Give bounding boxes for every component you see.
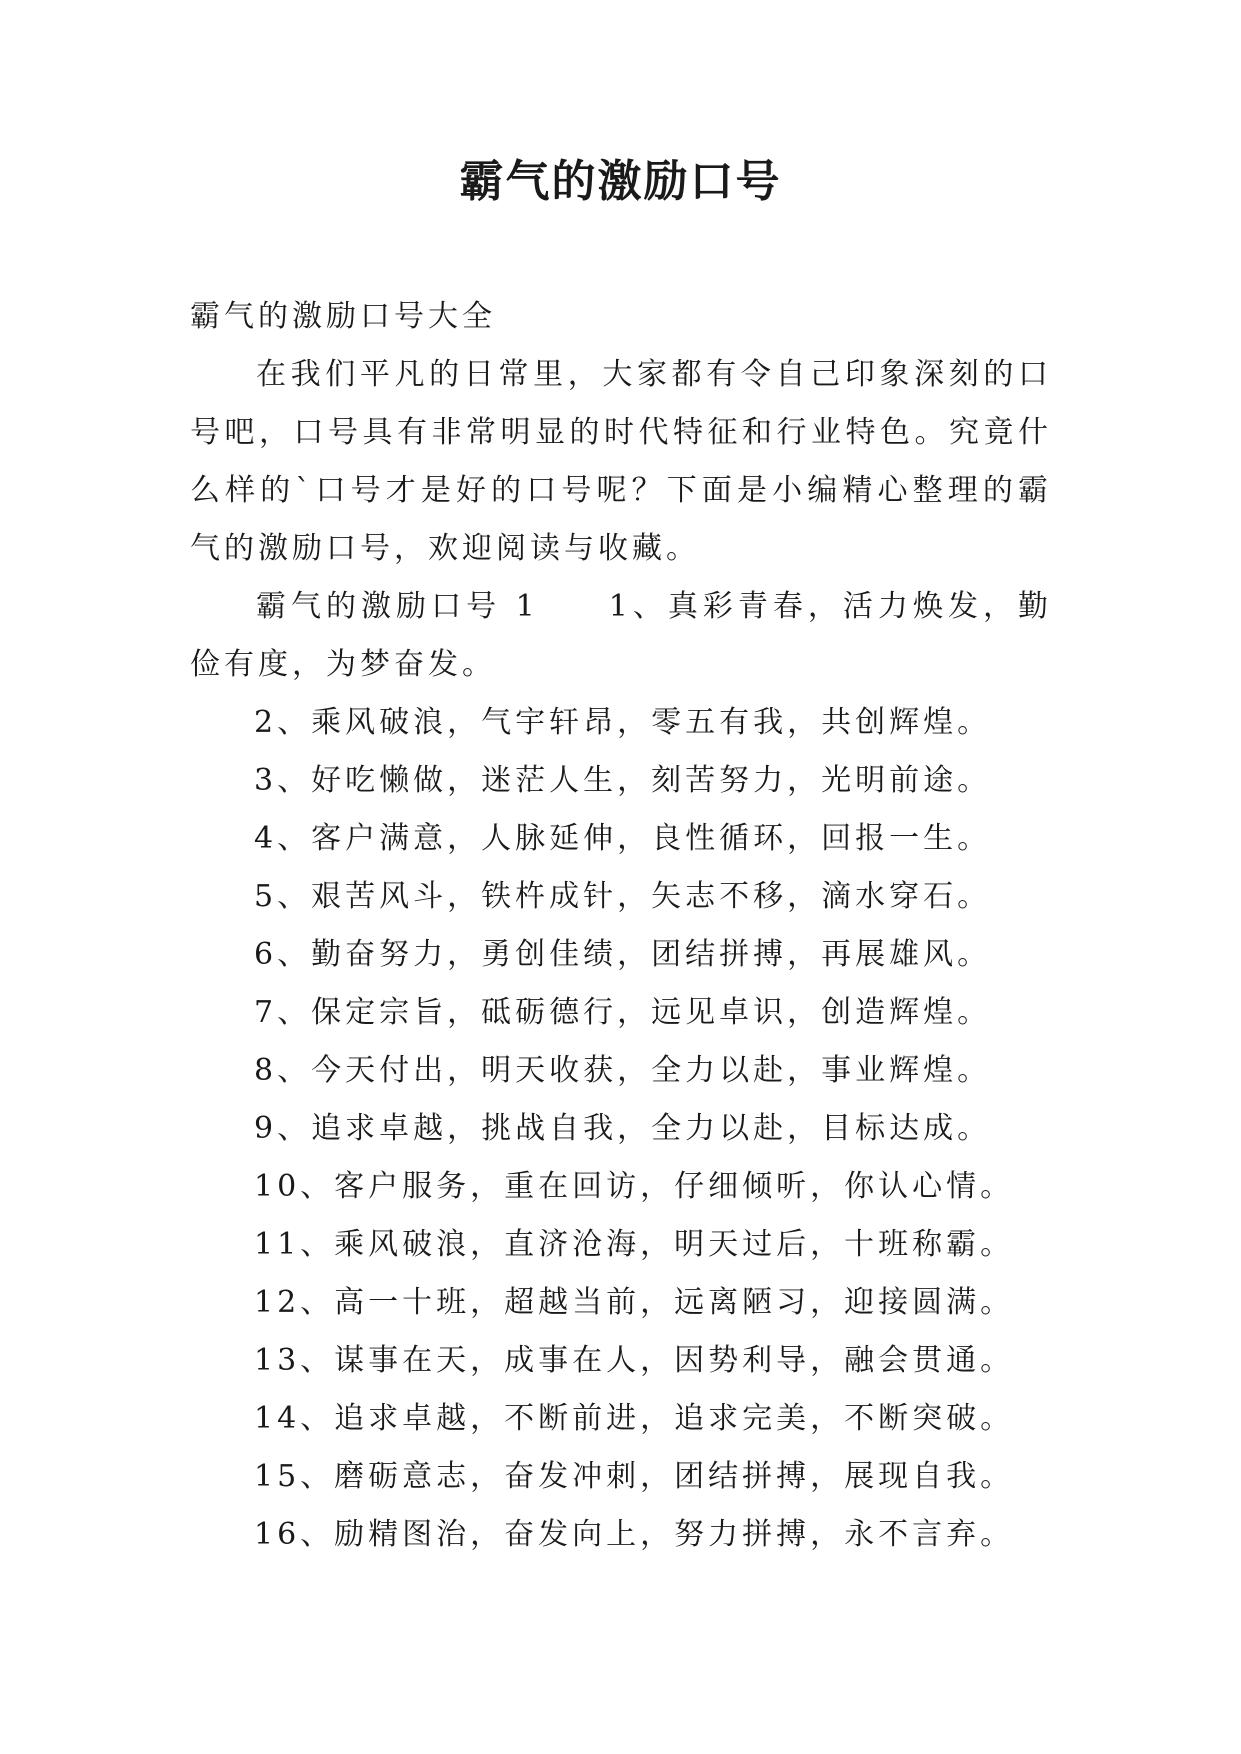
section-paragraph [190, 578, 1052, 694]
list-item: 16、励精图治，奋发向上，努力拼搏，永不言弃。 [254, 1517, 1015, 1552]
list-item: 4、客户满意，人脉延伸，良性循环，回报一生。 [254, 821, 992, 856]
list-item: 5、艰苦风斗，铁杵成针，矢志不移，滴水穿石。 [254, 879, 992, 914]
first-item: 1、真彩青春，活力焕发，勤俭有度，为梦奋发。 [190, 589, 1053, 682]
list-item: 13、谋事在天，成事在人，因势利导，融会贯通。 [254, 1343, 1015, 1378]
list-item: 6、勤奋努力，勇创佳绩，团结拼搏，再展雄风。 [254, 937, 992, 972]
list-item: 10、客户服务，重在回访，仔细倾听，你认心情。 [254, 1169, 1015, 1204]
list-item: 2、乘风破浪，气宇轩昂，零五有我，共创辉煌。 [254, 705, 992, 740]
list-item: 15、磨砺意志，奋发冲刺，团结拼搏，展现自我。 [254, 1459, 1015, 1494]
section-heading: 霸气的激励口号 1 [256, 589, 539, 624]
list-item: 12、高一十班，超越当前，远离陋习，迎接圆满。 [254, 1285, 1015, 1320]
list-item: 11、乘风破浪，直济沧海，明天过后，十班称霸。 [254, 1227, 1015, 1262]
list-item: 8、今天付出，明天收获，全力以赴，事业辉煌。 [254, 1053, 992, 1088]
subtitle: 霸气的激励口号大全 [190, 299, 496, 334]
list-item: 14、追求卓越，不断前进，追求完美，不断突破。 [254, 1401, 1015, 1436]
intro-paragraph: 在我们平凡的日常里，大家都有令自己印象深刻的口号吧，口号具有非常明显的时代特征和行业特色。究竟什么样的`口号才是好的口号呢？下面是小编精心整理的霸气的激励口号，欢迎阅读与收藏。 [190, 357, 1052, 566]
list-item: 3、好吃懒做，迷茫人生，刻苦努力，光明前途。 [254, 763, 992, 798]
list-item: 7、保定宗旨，砥砺德行，远见卓识，创造辉煌。 [254, 995, 992, 1030]
document-title: 霸气的激励口号 [459, 156, 782, 207]
document-body [190, 288, 1052, 1564]
list-item: 9、追求卓越，挑战自我，全力以赴，目标达成。 [254, 1111, 992, 1146]
